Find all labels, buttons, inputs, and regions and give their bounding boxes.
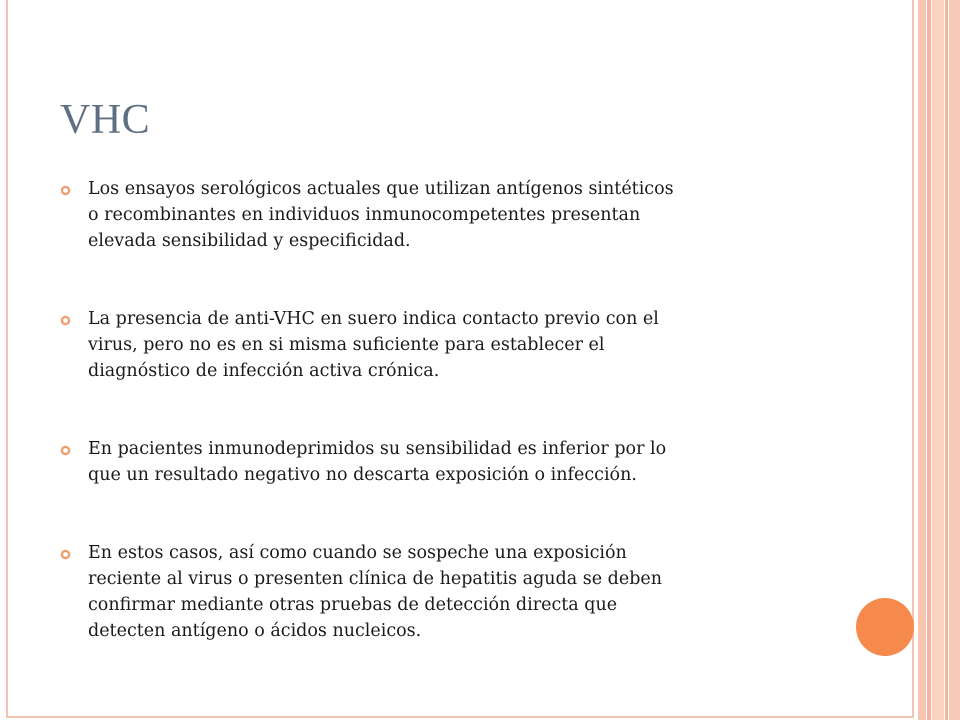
bullet-item (60, 436, 840, 488)
slide-title: VHC (60, 97, 151, 143)
bullet-text: Los ensayos serológicos actuales que utilizan antígenos sintéticos o recombinantes en individuos inmunocompetentes presentan elevada sensibilidad y especificidad. (88, 179, 674, 251)
circle-bullet-icon (60, 315, 71, 326)
bullet-text: En estos casos, así como cuando se sospeche una exposición reciente al virus o presenten clínica de hepatitis aguda se deben confirmar mediante otras pruebas de detección directa que detecten antígeno o ácidos nucleicos. (88, 543, 663, 641)
bullet-item (60, 306, 840, 384)
circle-bullet-icon (60, 549, 71, 560)
bullet-item (60, 540, 840, 644)
circle-bullet-icon (60, 445, 71, 456)
bullet-text: En pacientes inmunodeprimidos su sensibilidad es inferior por lo que un resultado negativo no descarta exposición o infección. (88, 439, 667, 485)
bullet-text: La presencia de anti-VHC en suero indica contacto previo con el virus, pero no es en si misma suficiente para establecer el diagnóstico de infección activa crónica. (88, 309, 659, 381)
circle-bullet-icon (60, 185, 71, 196)
bullet-item (60, 176, 840, 254)
